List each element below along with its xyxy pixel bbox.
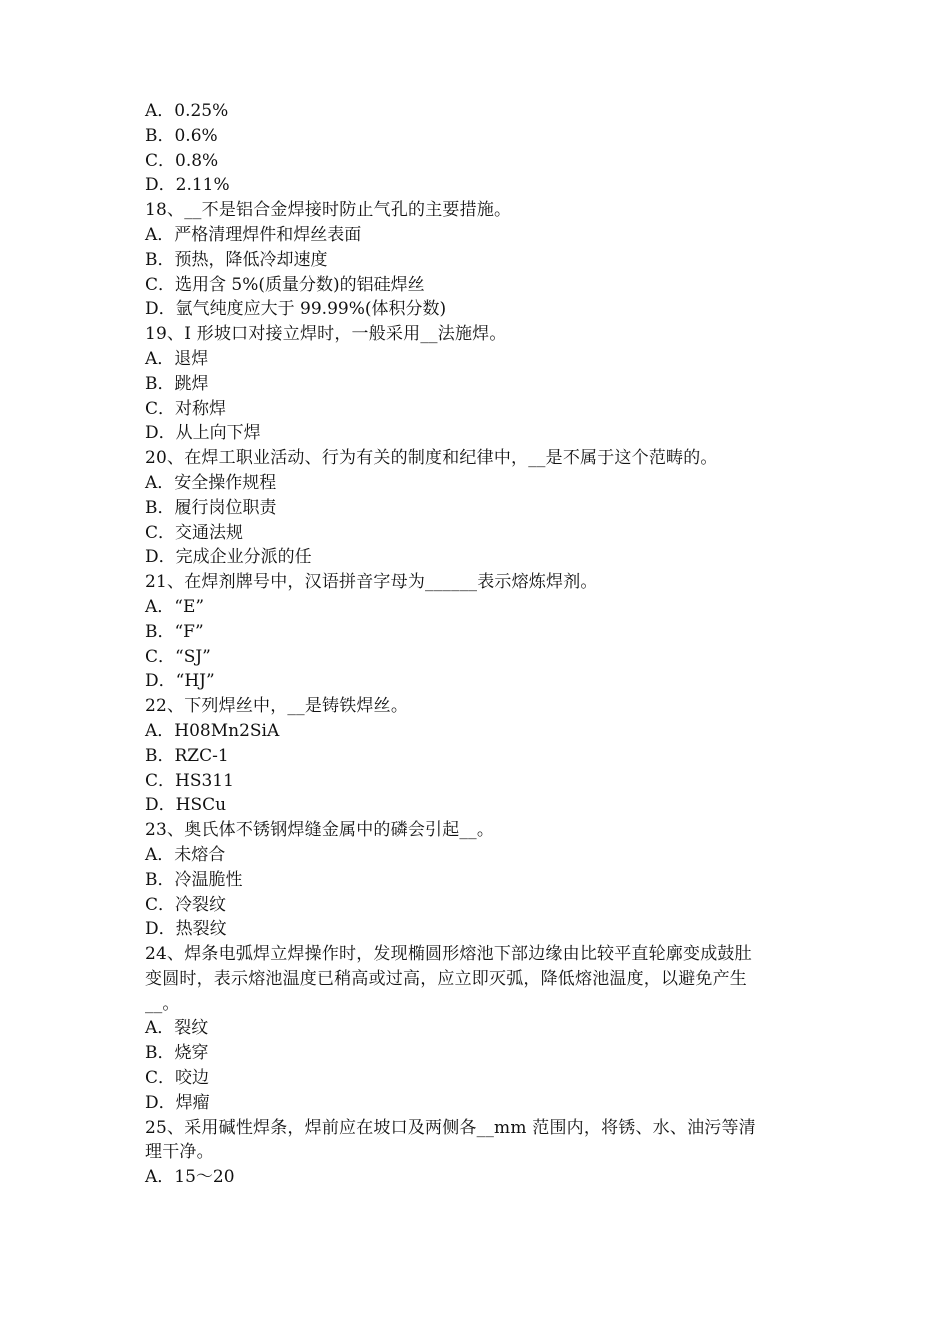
question-24-line-2: 变圆时，表示熔池温度已稍高或过高，应立即灭弧，降低熔池温度，以避免产生	[145, 968, 747, 989]
option-a-q24: A．裂纹	[145, 1018, 209, 1039]
option-d-q22: D．HSCu	[145, 795, 227, 816]
option-c-q21: C．“SJ”	[145, 646, 211, 667]
option-b-q18: B．预热，降低冷却速度	[145, 249, 328, 270]
question-18: 18、__不是铝合金焊接时防止气孔的主要措施。	[145, 200, 512, 221]
option-d-q18: D．氩气纯度应大于 99.99%(体积分数)	[145, 299, 447, 320]
option-b-q22: B．RZC-1	[145, 745, 229, 766]
question-22: 22、下列焊丝中，__是铸铁焊丝。	[145, 696, 409, 717]
question-20: 20、在焊工职业活动、行为有关的制度和纪律中，__是不属于这个范畴的。	[145, 448, 718, 469]
option-a-q22: A．H08Mn2SiA	[145, 720, 280, 741]
option-c-q19: C．对称焊	[145, 398, 227, 419]
option-c-q18: C．选用含 5%(质量分数)的铝硅焊丝	[145, 274, 425, 295]
question-25-line-1: 25、采用碱性焊条，焊前应在坡口及两侧各__mm 范围内，将锈、水、油污等清	[145, 1117, 756, 1138]
document-page	[145, 99, 817, 1190]
question-24-line-3: __。	[145, 993, 180, 1014]
question-24-line-1: 24、焊条电弧焊立焊操作时，发现椭圆形熔池下部边缘由比较平直轮廓变成鼓肚	[145, 944, 752, 965]
option-a-q20: A．安全操作规程	[145, 472, 277, 493]
option-c-q24: C．咬边	[145, 1068, 210, 1089]
option-c-q23: C．冷裂纹	[145, 894, 227, 915]
question-21: 21、在焊剂牌号中，汉语拼音字母为______表示熔炼焊剂。	[145, 572, 598, 593]
option-a-q19: A．退焊	[145, 348, 209, 369]
option-b-q17: B．0.6%	[145, 125, 218, 146]
option-a-q21: A．“E”	[145, 596, 205, 617]
question-25-line-2: 理干净。	[145, 1142, 214, 1163]
option-c-q22: C．HS311	[145, 770, 234, 791]
option-d-q19: D．从上向下焊	[145, 423, 261, 444]
option-b-q20: B．履行岗位职责	[145, 497, 277, 518]
option-c-q17: C．0.8%	[145, 150, 219, 171]
option-a-q23: A．未熔合	[145, 844, 226, 865]
option-b-q21: B．“F”	[145, 621, 204, 642]
option-a-q25: A．15～20	[145, 1167, 235, 1188]
option-a-q17: A．0.25%	[145, 101, 229, 121]
option-d-q24: D．焊瘤	[145, 1092, 210, 1113]
option-d-q21: D．“HJ”	[145, 671, 215, 692]
option-b-q23: B．冷温脆性	[145, 869, 243, 890]
question-23: 23、奥氏体不锈钢焊缝金属中的磷会引起__。	[145, 820, 495, 841]
option-c-q20: C．交通法规	[145, 522, 244, 543]
option-d-q23: D．热裂纹	[145, 919, 227, 940]
question-19: 19、I 形坡口对接立焊时，一般采用__法施焊。	[145, 324, 507, 345]
option-d-q20: D．完成企业分派的任	[145, 547, 312, 568]
option-b-q19: B．跳焊	[145, 373, 209, 394]
option-d-q17: D．2.11%	[145, 175, 230, 196]
option-b-q24: B．烧穿	[145, 1043, 209, 1064]
option-a-q18: A．严格清理焊件和焊丝表面	[145, 224, 362, 245]
